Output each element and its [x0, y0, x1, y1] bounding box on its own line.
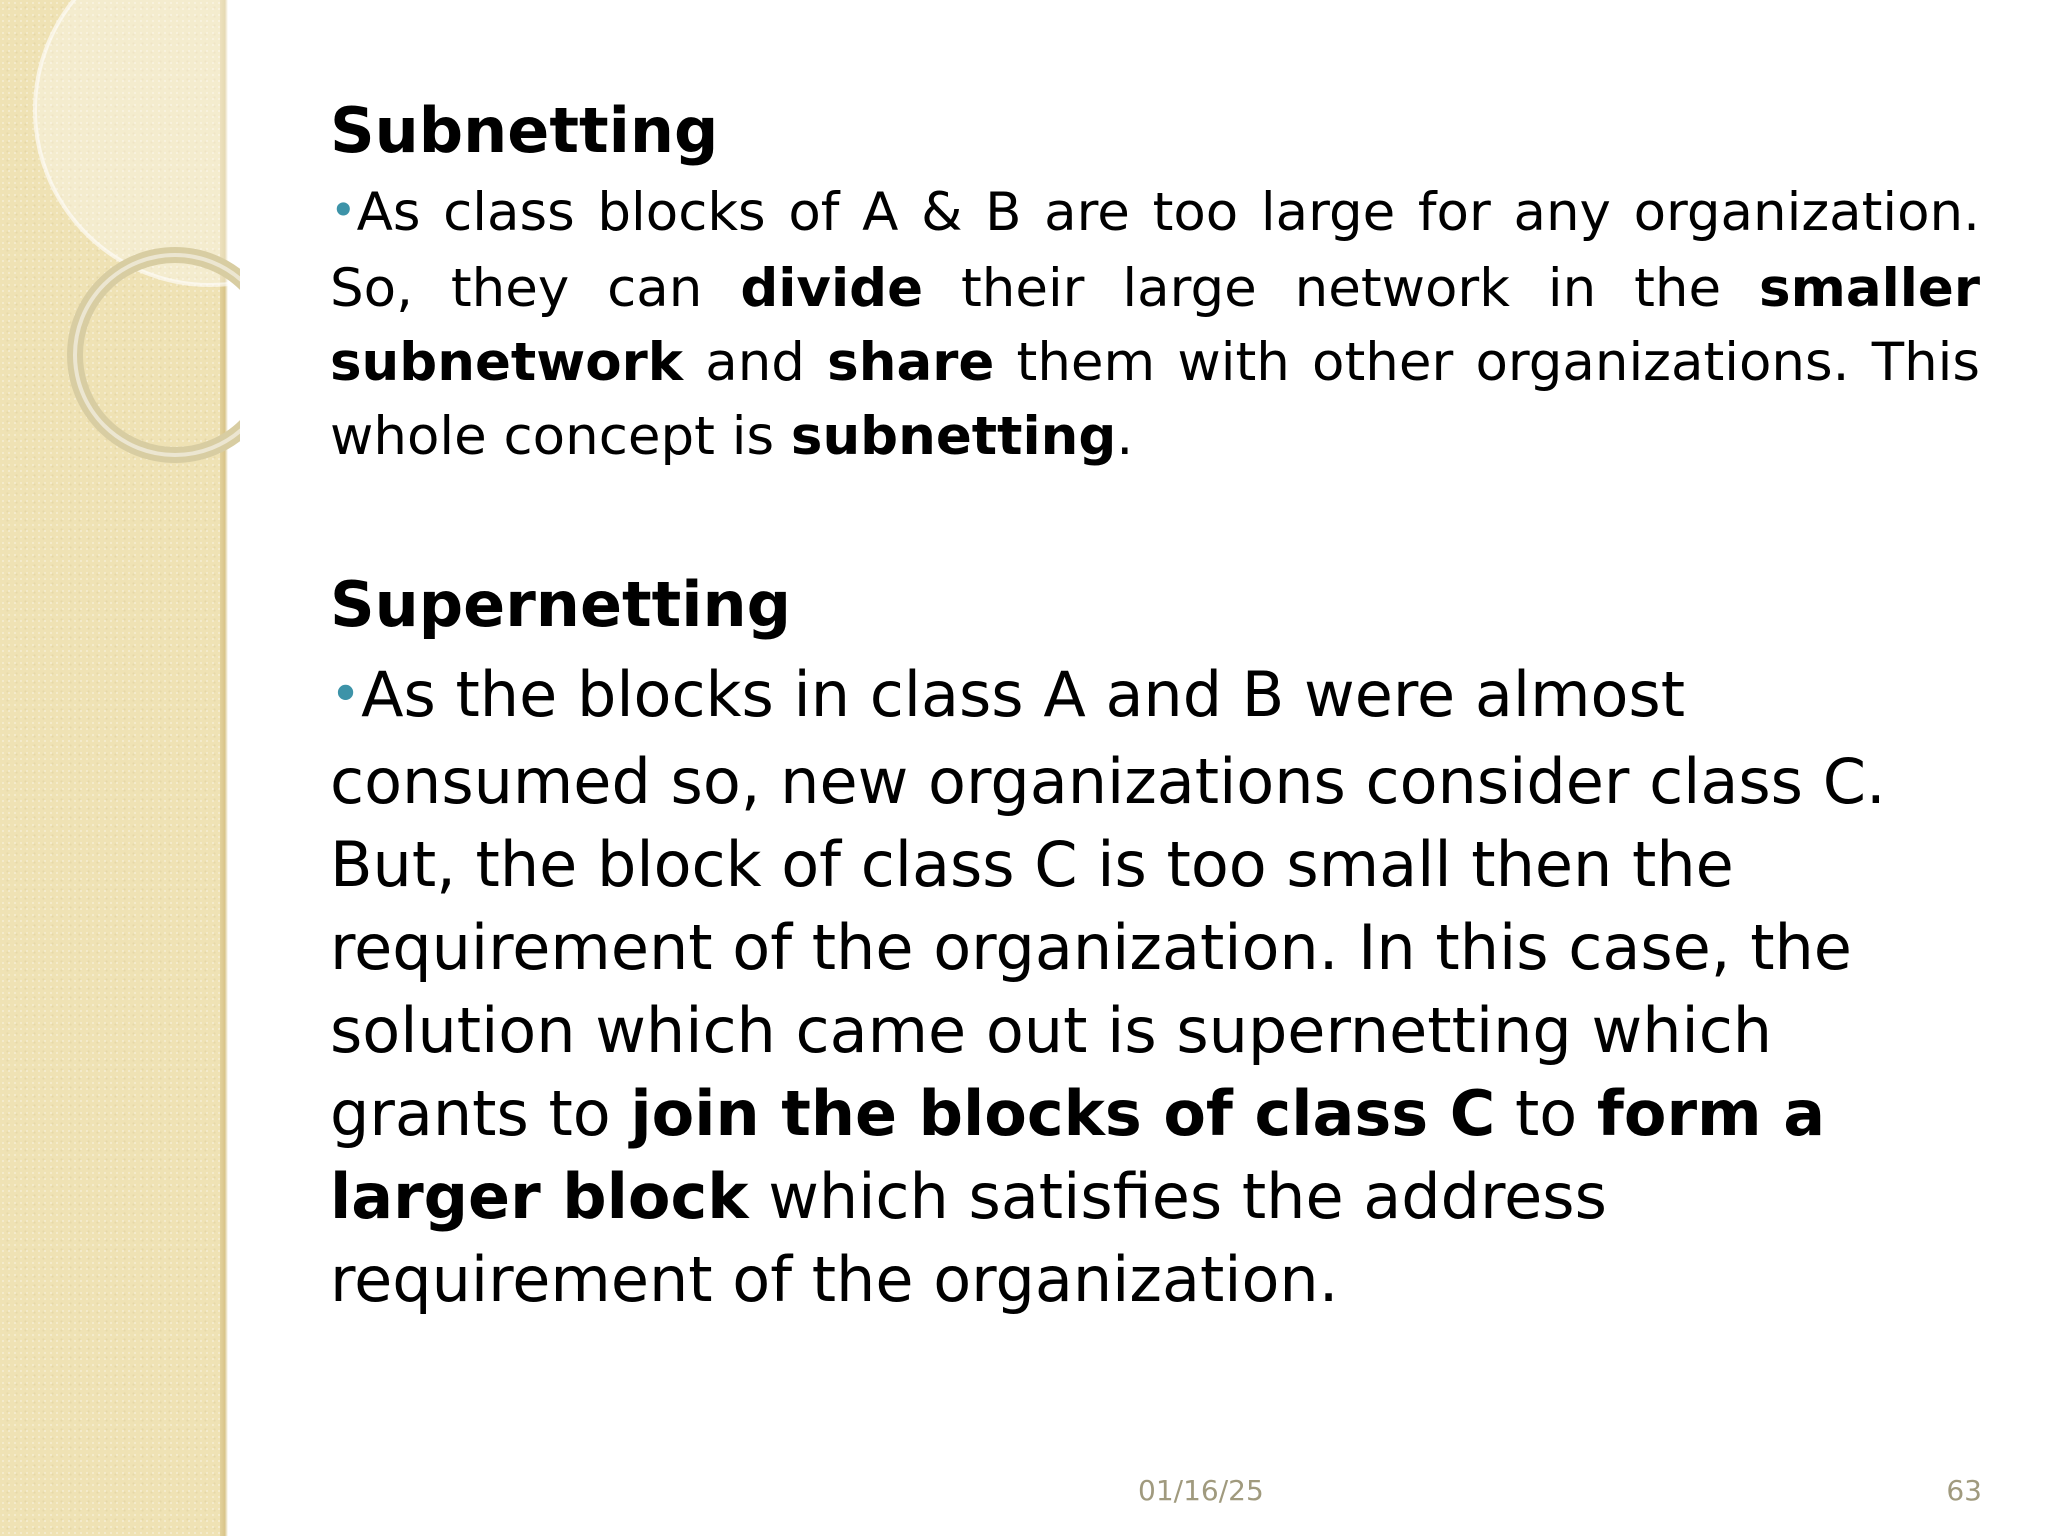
supernetting-paragraph: [330, 653, 1980, 1321]
supernetting-text-1: As the blocks in class A and B were almost consumed so, new organizations consider class C. But, the block of class C is too small then the requirement of the organization. In this case, the solution which came out is supernetting which grants to: [330, 658, 1886, 1150]
supernetting-bold-join-blocks: join the blocks of class C: [630, 1077, 1496, 1150]
supernetting-bold-form-larger-block: form a larger block: [330, 1077, 1826, 1233]
subnetting-bold-subnetting: subnetting: [790, 405, 1117, 467]
supernetting-text-3: which satisfies the address requirement of the organization.: [330, 1160, 1607, 1316]
large-translucent-circle: [35, 0, 240, 285]
supernetting-heading: Supernetting: [330, 567, 792, 641]
subnetting-bold-divide: divide: [740, 257, 924, 319]
supernetting-text-2: to: [1495, 1077, 1597, 1150]
subnetting-paragraph: [330, 176, 1980, 474]
subnetting-bold-smaller-subnetwork: smaller subnetwork: [330, 257, 1981, 393]
decorative-rings-icon: [0, 0, 240, 500]
subnetting-text-3: and: [683, 331, 828, 393]
bullet-icon: •: [330, 183, 357, 237]
subnetting-text-1: As class blocks of A & B are too large for any organization. So, they can: [330, 181, 1980, 319]
subnetting-bold-share: share: [827, 331, 995, 393]
subnetting-text-5: .: [1116, 405, 1134, 467]
subnetting-heading: Subnetting: [330, 94, 719, 167]
subnetting-text-2: their large network in the: [923, 257, 1760, 319]
footer-date: 01/16/25: [1138, 1474, 1264, 1507]
subnetting-text-4: them with other organizations. This whole concept is: [330, 331, 1980, 467]
bullet-icon: •: [330, 663, 362, 725]
slide-content: [330, 92, 1980, 1321]
footer-page-number: 63: [1946, 1474, 1982, 1507]
